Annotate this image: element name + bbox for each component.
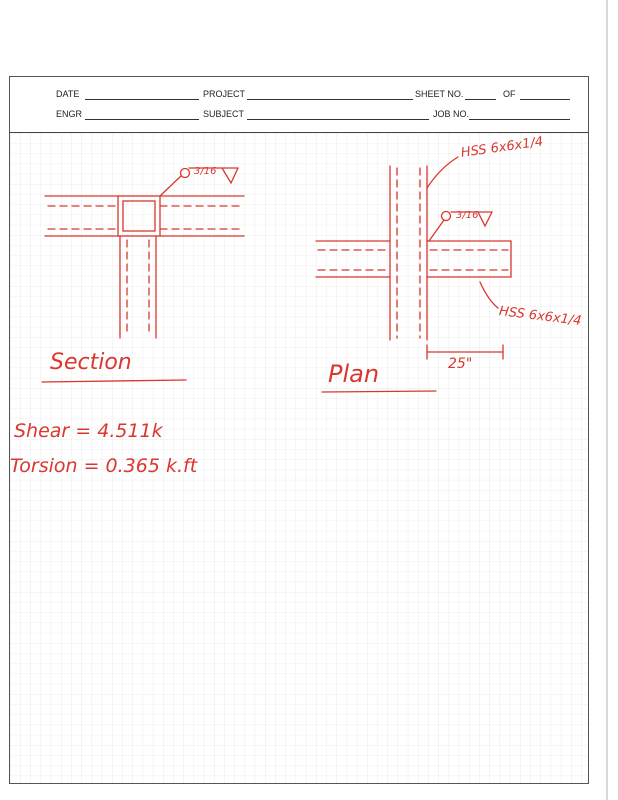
- project-label: PROJECT: [203, 89, 246, 99]
- job-no-label: JOB NO.: [433, 109, 470, 119]
- plan-title: Plan: [328, 360, 380, 388]
- column-label: HSS 6x6x1/4: [460, 134, 545, 161]
- section-weld-size: 3/16: [194, 166, 217, 177]
- section-title: Section: [50, 350, 132, 375]
- beam-label: HSS 6x6x1/4: [498, 304, 583, 329]
- torsion-note: Torsion = 0.365 k.ft: [10, 455, 198, 477]
- dimension-label: 25": [448, 356, 473, 372]
- sheet-no-label: SHEET NO.: [415, 89, 464, 99]
- engr-label: ENGR: [56, 109, 83, 119]
- of-label: OF: [503, 89, 516, 99]
- date-label: DATE: [56, 89, 80, 99]
- subject-label: SUBJECT: [203, 109, 245, 119]
- plan-view: [316, 157, 511, 392]
- plan-weld-size: 3/16: [456, 210, 479, 221]
- shear-note: Shear = 4.511k: [14, 420, 163, 442]
